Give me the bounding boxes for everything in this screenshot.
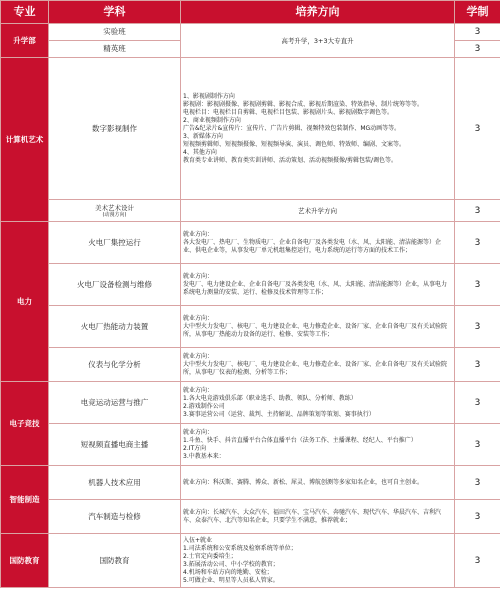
direction-cell: 入伍+就业 1.司法系统和公安系统及检察系统等单位； 2.士官定向委培生； 3.拓展活动公司、中小学校的教官； 4.机场和车站方向的地勤、安检； 5.可做企业、明星等人员私人管家。 (181, 534, 455, 588)
years-cell: 3 (455, 200, 500, 222)
years-cell: 3 (455, 24, 500, 41)
subject-cell (49, 200, 181, 222)
table-row (1, 500, 500, 534)
direction-cell: 高考升学，3+3大专直升 (181, 24, 455, 58)
major-cell: 电力 (1, 222, 49, 382)
table-row (1, 382, 500, 424)
years-cell: 3 (455, 58, 500, 200)
major-cell: 国防教育 (1, 534, 49, 588)
subject-cell: 仪表与化学分析 (49, 348, 181, 382)
direction-cell: 艺术升学方向 (181, 200, 455, 222)
major-cell: 电子竞技 (1, 382, 49, 466)
years-cell: 3 (455, 222, 500, 264)
years-cell: 3 (455, 500, 500, 534)
subject-cell: 数字影视制作 (49, 58, 181, 200)
direction-cell: 就业方向： 1.斗鱼、快手、抖音直播平台合体直播平台（法务工作、主播课程、经纪人、平台推广） 2.IT方向 3.中教基本来： (181, 424, 455, 466)
direction-cell: 1、影视剧制作方向 影视剧：影视剧摄像、影视剧剪辑、影视合成、影视后期渲染、特效指导、制片统筹等等。 电视栏目：电视栏目自剪辑、电视栏目包装、影视剧片头、影视剧数字调色等。 2、商业视频制作方向 广告&纪录片&宣传片：宣传片、广告片剪辑、视频特效包装制作、MG动画等等。 3、新媒体方向 短视频剪辑师、短视频摄像、短视频导演、演员、调色师、特效师、编剧、文案等。 4、其他方向 教育类专业讲师、教育类实训讲师、活动策划、活动视频摄像/剪辑包装/调色等。 (181, 58, 455, 200)
table-row (1, 534, 500, 588)
header-years: 学制 (455, 1, 500, 24)
years-cell: 3 (455, 382, 500, 424)
subject-cell: 国防教育 (49, 534, 181, 588)
years-cell: 3 (455, 306, 500, 348)
subject-cell: 火电厂集控运行 (49, 222, 181, 264)
subject-cell: 火电厂设备检测与维修 (49, 264, 181, 306)
major-cell: 智能制造 (1, 466, 49, 534)
subject-cell: 汽车制造与检修 (49, 500, 181, 534)
subject-cell: 短视频直播电商主播 (49, 424, 181, 466)
major-cell: 计算机艺术 (1, 58, 49, 222)
direction-cell: 就业方向： 1.各大电竞游戏俱乐部（职业选手、助教、领队、分析师、教练） 2.游戏制作公司 3.赛事运营公司（运营、裁判、主持解说、品牌策划等策划、赛事执行） (181, 382, 455, 424)
years-cell: 3 (455, 264, 500, 306)
header-major: 专业 (1, 1, 49, 24)
table-row (1, 200, 500, 222)
subject-cell: 精英班 (49, 41, 181, 58)
table-row (1, 306, 500, 348)
subject-subtitle: (动漫方向) (102, 211, 127, 218)
subject-cell: 电竞运动运营与推广 (49, 382, 181, 424)
years-cell: 3 (455, 534, 500, 588)
table-row (1, 424, 500, 466)
table-row (1, 24, 500, 41)
subject-cell: 火电厂热能动力装置 (49, 306, 181, 348)
direction-cell: 就业方向： 大中型火力发电厂、核电厂、电力建设企业、电力修造企业、设备厂家、企业自备电厂及有关试验院所，从事电厂仪表的检测、分析等工作； (181, 348, 455, 382)
direction-cell: 就业方向： 大中型火力发电厂、核电厂、电力建设企业、电力修造企业、设备厂家、企业自备电厂及有关试验院所，从事电厂热能动力设备的运行、检修、安装等工作； (181, 306, 455, 348)
table-row (1, 264, 500, 306)
subject-cell: 机器人技术应用 (49, 466, 181, 500)
table-row (1, 222, 500, 264)
direction-cell: 就业方向： 发电厂、电力建设企业、企业自备电厂及各类发电（水、风、太阳能、清洁能源等）企业，从事电力系统电力测量的安装、运行、检修及技术管理等工作； (181, 264, 455, 306)
direction-cell: 就业方向： 各大发电厂、热电厂、生物质电厂、企业自备电厂及各类发电（水、风、太阳能、清洁能源等）企业、供电企业等，从事发电厂单元机组集控运行，电力系统的运行等方面的技术工作； (181, 222, 455, 264)
years-cell: 3 (455, 348, 500, 382)
years-cell: 3 (455, 466, 500, 500)
years-cell: 3 (455, 41, 500, 58)
header-subject: 学科 (49, 1, 181, 24)
table-row (1, 58, 500, 200)
direction-cell: 就业方向：科沃斯、赛腾、博众、新松、犀灵、博航创测等多家知名企业，也可自主创业。 (181, 466, 455, 500)
subject-name: 美术艺术设计 (95, 203, 134, 212)
table-header-row (1, 1, 500, 24)
direction-cell: 就业方向：长城汽车、大众汽车、福田汽车、宝马汽车、奔驰汽车、现代汽车、华晨汽车、吉利汽车、众泰汽车、北汽等知名企业，只要学生不满意，推荐就业； (181, 500, 455, 534)
header-direction: 培养方向 (181, 1, 455, 24)
years-cell: 3 (455, 424, 500, 466)
subject-cell: 实验班 (49, 24, 181, 41)
table-row (1, 348, 500, 382)
table-row (1, 466, 500, 500)
major-cell: 升学部 (1, 24, 49, 58)
